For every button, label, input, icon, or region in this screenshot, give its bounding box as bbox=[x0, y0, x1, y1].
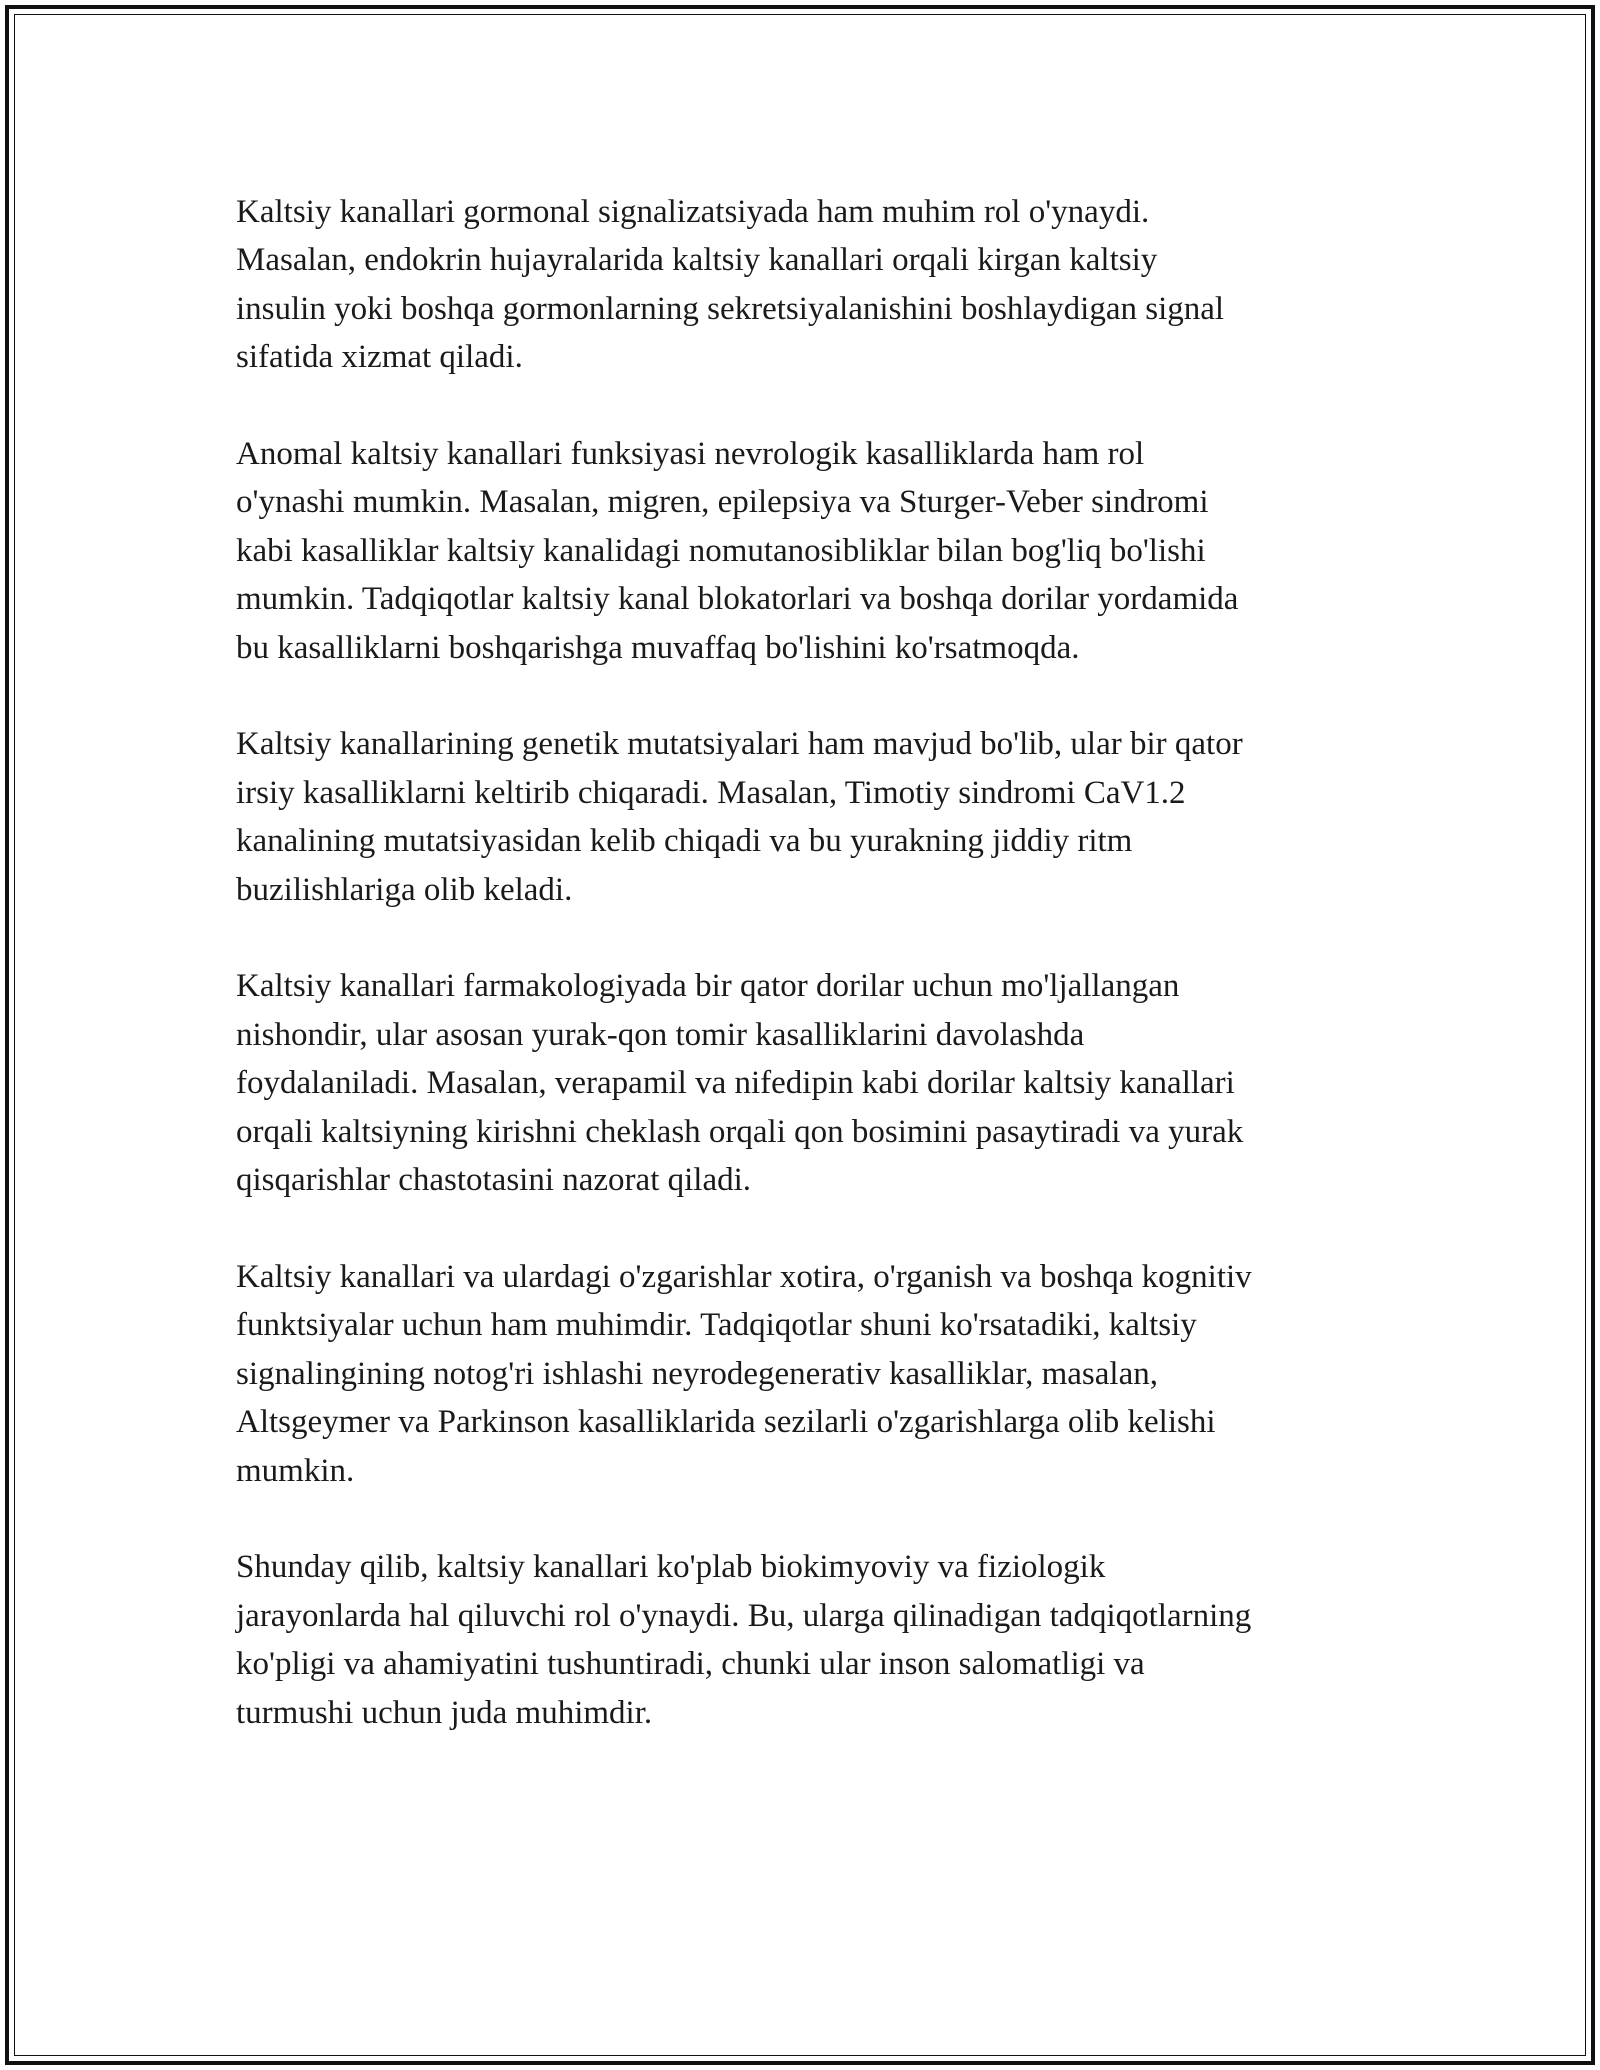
text-line: Anomal kaltsiy kanallari funksiyasi nevrologik kasalliklarda ham rol bbox=[236, 436, 1145, 473]
paragraph-2 bbox=[236, 430, 1386, 672]
text-line: Altsgeymer va Parkinson kasalliklarida sezilarli o'zgarishlarga olib kelishi bbox=[236, 1404, 1216, 1441]
text-line: irsiy kasalliklarni keltirib chiqaradi. Masalan, Timotiy sindromi CaV1.2 bbox=[236, 774, 1186, 811]
paragraph-1 bbox=[236, 188, 1386, 382]
paragraph-3 bbox=[236, 720, 1386, 914]
text-line: o'ynashi mumkin. Masalan, migren, epilepsiya va Sturger-Veber sindromi bbox=[236, 484, 1209, 521]
text-line: insulin yoki boshqa gormonlarning sekretsiyalanishini boshlaydigan signal bbox=[236, 290, 1225, 327]
paragraph-5 bbox=[236, 1253, 1386, 1495]
text-line: Kaltsiy kanallari farmakologiyada bir qator dorilar uchun mo'ljallangan bbox=[236, 968, 1180, 1005]
text-line: turmushi uchun juda muhimdir. bbox=[236, 1694, 653, 1731]
text-line: Kaltsiy kanallari va ulardagi o'zgarishlar xotira, o'rganish va boshqa kognitiv bbox=[236, 1258, 1252, 1295]
text-line: mumkin. bbox=[236, 1452, 355, 1489]
text-line: Masalan, endokrin hujayralarida kaltsiy kanallari orqali kirgan kaltsiy bbox=[236, 242, 1158, 279]
text-line: kanalining mutatsiyasidan kelib chiqadi va bu yurakning jiddiy ritm bbox=[236, 823, 1133, 860]
text-line: nishondir, ular asosan yurak-qon tomir kasalliklarini davolashda bbox=[236, 1016, 1085, 1053]
text-line: mumkin. Tadqiqotlar kaltsiy kanal blokatorlari va boshqa dorilar yordamida bbox=[236, 581, 1239, 618]
text-line: sifatida xizmat qiladi. bbox=[236, 339, 523, 376]
text-line: funktsiyalar uchun ham muhimdir. Tadqiqotlar shuni ko'rsatadiki, kaltsiy bbox=[236, 1307, 1197, 1344]
text-line: ko'pligi va ahamiyatini tushuntiradi, chunki ular inson salomatligi va bbox=[236, 1646, 1145, 1683]
text-line: jarayonlarda hal qiluvchi rol o'ynaydi. Bu, ularga qilinadigan tadqiqotlarning bbox=[236, 1597, 1252, 1634]
text-line: signalingining notog'ri ishlashi neyrodegenerativ kasalliklar, masalan, bbox=[236, 1355, 1158, 1392]
text-line: Shunday qilib, kaltsiy kanallari ko'plab biokimyoviy va fiziologik bbox=[236, 1549, 1106, 1586]
text-line: kabi kasalliklar kaltsiy kanalidagi nomutanosibliklar bilan bog'liq bo'lishi bbox=[236, 532, 1206, 569]
document-body bbox=[236, 188, 1386, 1737]
text-line: qisqarishlar chastotasini nazorat qiladi. bbox=[236, 1162, 752, 1199]
paragraph-4 bbox=[236, 962, 1386, 1204]
text-line: orqali kaltsiyning kirishni cheklash orqali qon bosimini pasaytiradi va yurak bbox=[236, 1113, 1244, 1150]
text-line: buzilishlariga olib keladi. bbox=[236, 871, 573, 908]
paragraph-6 bbox=[236, 1543, 1386, 1737]
text-line: Kaltsiy kanallari gormonal signalizatsiyada ham muhim rol o'ynaydi. bbox=[236, 194, 1150, 230]
text-line: Kaltsiy kanallarining genetik mutatsiyalari ham mavjud bo'lib, ular bir qator bbox=[236, 726, 1243, 763]
text-line: bu kasalliklarni boshqarishga muvaffaq bo'lishini ko'rsatmoqda. bbox=[236, 629, 1080, 666]
text-line: foydalaniladi. Masalan, verapamil va nifedipin kabi dorilar kaltsiy kanallari bbox=[236, 1065, 1235, 1102]
